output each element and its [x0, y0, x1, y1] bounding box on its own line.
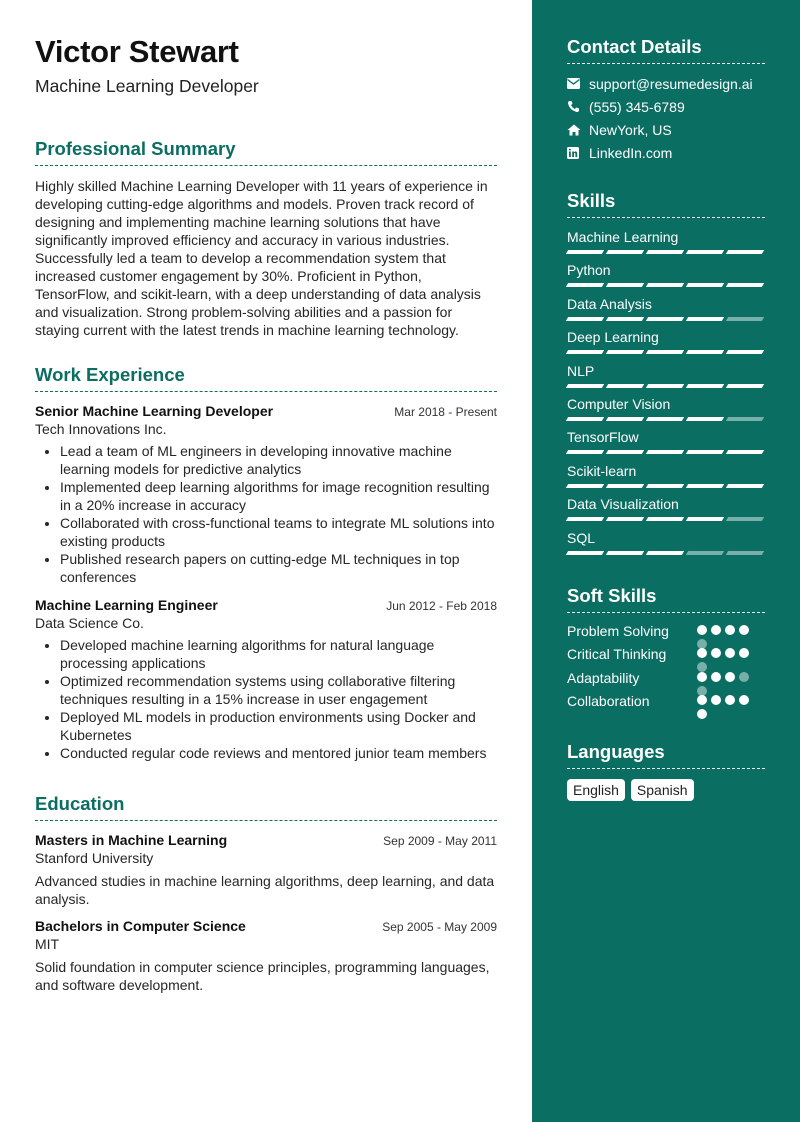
skill-level-segment [566, 350, 604, 354]
skill-level-segment [566, 551, 604, 555]
skill-level-segment [606, 283, 644, 287]
skill-item [567, 325, 765, 358]
education-entry [35, 832, 497, 908]
skill-level-segment [646, 551, 684, 555]
soft-skill-name: Critical Thinking [567, 646, 667, 663]
contact-section [567, 36, 765, 164]
rating-dot [725, 648, 735, 658]
skill-level-segment [646, 250, 684, 254]
rating-dot [697, 709, 707, 719]
education-section [35, 793, 497, 994]
rating-dot [725, 625, 735, 635]
skill-level-segment [646, 484, 684, 488]
rating-dot [725, 672, 735, 682]
skill-level-bar [567, 250, 765, 254]
summary-title: Professional Summary [35, 138, 497, 166]
job-title: Machine Learning Engineer [35, 597, 218, 613]
skill-name: Scikit-learn [567, 462, 637, 479]
skill-level-segment [726, 417, 764, 421]
skill-level-segment [566, 417, 604, 421]
soft-skill-rating [697, 670, 755, 696]
skill-level-bar [567, 350, 765, 354]
soft-skills-section [567, 585, 765, 716]
job-bullets [35, 636, 497, 762]
skills-list [567, 225, 765, 559]
skill-level-segment [566, 317, 604, 321]
rating-dot [739, 648, 749, 658]
skill-name: Data Analysis [567, 295, 652, 312]
skill-level-segment [726, 317, 764, 321]
skill-level-segment [726, 450, 764, 454]
skill-level-segment [726, 350, 764, 354]
soft-skill-item [567, 646, 765, 669]
sidebar [532, 0, 800, 1122]
job-company: Tech Innovations Inc. [35, 421, 167, 437]
skill-level-segment [726, 484, 764, 488]
job-company: Data Science Co. [35, 615, 144, 631]
skill-level-segment [646, 384, 684, 388]
skills-section [567, 190, 765, 559]
summary-section [35, 138, 497, 339]
skill-level-bar [567, 484, 765, 488]
language-tag: English [567, 779, 625, 801]
rating-dot [697, 672, 707, 682]
soft-skill-rating [697, 693, 755, 719]
rating-dot [711, 695, 721, 705]
home-icon [567, 124, 589, 136]
school-name: Stanford University [35, 850, 154, 866]
skill-level-segment [686, 484, 724, 488]
skill-level-segment [646, 417, 684, 421]
skill-level-segment [646, 350, 684, 354]
skill-level-bar [567, 317, 765, 321]
skill-level-segment [606, 517, 644, 521]
skill-name: SQL [567, 529, 596, 546]
envelope-icon [567, 78, 589, 89]
skill-item [567, 225, 765, 258]
soft-skills-list [567, 623, 765, 716]
school-name: MIT [35, 936, 60, 952]
job-entry [35, 597, 497, 762]
soft-skill-rating [697, 646, 755, 672]
skill-level-segment [686, 350, 724, 354]
candidate-name: Victor Stewart [35, 34, 239, 69]
skill-name: TensorFlow [567, 429, 639, 446]
skill-level-segment [606, 250, 644, 254]
skill-level-segment [606, 384, 644, 388]
skill-item [567, 292, 765, 325]
skill-level-segment [686, 317, 724, 321]
summary-text: Highly skilled Machine Learning Developer with 11 years of experience in developing cutting-edge algorithms and models. Proven track record of designing and implementing machine learning solutions that have significantly improved efficiency and accuracy in various industries. Successfully led a team to develop a recommendation system that increased customer engagement by 30%. Proficient in Python, TensorFlow, and scikit-learn, with a deep understanding of data analysis and visualization. Strong problem-solving abilities and a passion for staying current with the latest trends in machine learning technology. [35, 178, 488, 338]
contact-text: NewYork, US [589, 121, 672, 138]
soft-skill-rating [697, 623, 755, 649]
skill-level-segment [606, 551, 644, 555]
skill-level-segment [686, 517, 724, 521]
skill-level-segment [606, 350, 644, 354]
skill-level-segment [646, 517, 684, 521]
degree-description: Advanced studies in machine learning algorithms, deep learning, and data analysis. [35, 873, 495, 907]
rating-dot [739, 625, 749, 635]
skill-level-bar [567, 417, 765, 421]
skill-item [567, 425, 765, 458]
education-entry [35, 918, 497, 994]
skill-level-segment [726, 283, 764, 287]
skill-level-segment [646, 283, 684, 287]
degree-dates: Sep 2009 - May 2011 [383, 834, 497, 848]
skill-level-segment [606, 317, 644, 321]
education-title: Education [35, 793, 497, 821]
rating-dot [711, 672, 721, 682]
skill-level-segment [686, 551, 724, 555]
job-bullets [35, 442, 497, 586]
job-bullet: • Lead a team of ML engineers in developing innovative machine learning models for predictive analytics [60, 442, 497, 478]
experience-section [35, 364, 497, 762]
soft-skill-item [567, 670, 765, 693]
job-bullet: • Developed machine learning algorithms for natural language processing applications [60, 636, 497, 672]
rating-dot [739, 672, 749, 682]
soft-skill-name: Collaboration [567, 692, 650, 709]
skill-level-segment [606, 450, 644, 454]
linkedin-icon [567, 147, 589, 159]
skill-level-segment [566, 517, 604, 521]
job-bullet: • Collaborated with cross-functional teams to integrate ML solutions into existing products [60, 514, 497, 550]
contact-linkedin[interactable] [567, 141, 765, 164]
soft-skills-title: Soft Skills [567, 585, 765, 613]
skill-name: Computer Vision [567, 395, 671, 412]
skills-title: Skills [567, 190, 765, 218]
rating-dot [697, 625, 707, 635]
soft-skill-item [567, 623, 765, 646]
skill-level-segment [606, 417, 644, 421]
skill-item [567, 526, 765, 559]
job-bullet: • Implemented deep learning algorithms for image recognition resulting in a 20% increase in accuracy [60, 478, 497, 514]
contact-location [567, 118, 765, 141]
skill-name: NLP [567, 362, 595, 379]
skill-level-segment [606, 484, 644, 488]
rating-dot [725, 695, 735, 705]
language-tag: Spanish [631, 779, 694, 801]
skill-level-segment [726, 517, 764, 521]
rating-dot [697, 695, 707, 705]
skill-level-segment [566, 250, 604, 254]
job-dates: Jun 2012 - Feb 2018 [386, 599, 497, 613]
degree-description: Solid foundation in computer science principles, programming languages, and software development. [35, 959, 490, 993]
skill-level-segment [686, 250, 724, 254]
degree-title: Bachelors in Computer Science [35, 918, 246, 934]
job-entry [35, 403, 497, 586]
skill-level-segment [566, 283, 604, 287]
languages-title: Languages [567, 741, 765, 769]
contact-text: support@resumedesign.ai [589, 75, 753, 92]
skill-level-segment [646, 450, 684, 454]
skill-item [567, 459, 765, 492]
languages-list [567, 779, 765, 801]
job-dates: Mar 2018 - Present [394, 405, 497, 419]
skill-level-segment [566, 484, 604, 488]
contact-title: Contact Details [567, 36, 765, 64]
skill-item [567, 492, 765, 525]
skill-level-segment [686, 417, 724, 421]
languages-section [567, 741, 765, 801]
degree-dates: Sep 2005 - May 2009 [382, 920, 497, 934]
skill-level-bar [567, 517, 765, 521]
job-bullet: • Deployed ML models in production environments using Docker and Kubernetes [60, 708, 497, 744]
job-title: Senior Machine Learning Developer [35, 403, 274, 419]
skill-level-segment [566, 450, 604, 454]
experience-title: Work Experience [35, 364, 497, 392]
soft-skill-item [567, 693, 765, 716]
skill-name: Python [567, 262, 611, 279]
job-bullet: • Optimized recommendation systems using collaborative filtering techniques resulting in a 15% increase in user engagement [60, 672, 497, 708]
job-bullet: • Conducted regular code reviews and mentored junior team members [60, 744, 497, 762]
skill-level-bar [567, 283, 765, 287]
contact-email[interactable] [567, 72, 765, 95]
rating-dot [711, 648, 721, 658]
degree-title: Masters in Machine Learning [35, 832, 228, 848]
candidate-role: Machine Learning Developer [35, 76, 259, 96]
skill-level-segment [646, 317, 684, 321]
skill-name: Deep Learning [567, 329, 659, 346]
skill-level-segment [726, 384, 764, 388]
soft-skill-name: Adaptability [567, 669, 640, 686]
skill-item [567, 392, 765, 425]
skill-level-segment [686, 450, 724, 454]
skill-level-segment [726, 250, 764, 254]
contact-text: LinkedIn.com [589, 144, 673, 161]
skill-level-segment [566, 384, 604, 388]
contact-phone[interactable] [567, 95, 765, 118]
rating-dot [711, 625, 721, 635]
skill-level-segment [686, 283, 724, 287]
skill-level-bar [567, 384, 765, 388]
skill-level-bar [567, 551, 765, 555]
skill-item [567, 258, 765, 291]
skill-name: Data Visualization [567, 496, 679, 513]
skill-name: Machine Learning [567, 229, 679, 245]
skill-item [567, 359, 765, 392]
skill-level-segment [726, 551, 764, 555]
soft-skill-name: Problem Solving [567, 623, 669, 639]
contact-text: (555) 345-6789 [589, 98, 685, 115]
rating-dot [739, 695, 749, 705]
skill-level-segment [686, 384, 724, 388]
skill-level-bar [567, 450, 765, 454]
rating-dot [697, 648, 707, 658]
job-bullet: • Published research papers on cutting-edge ML techniques in top conferences [60, 550, 497, 586]
phone-icon [567, 100, 589, 113]
